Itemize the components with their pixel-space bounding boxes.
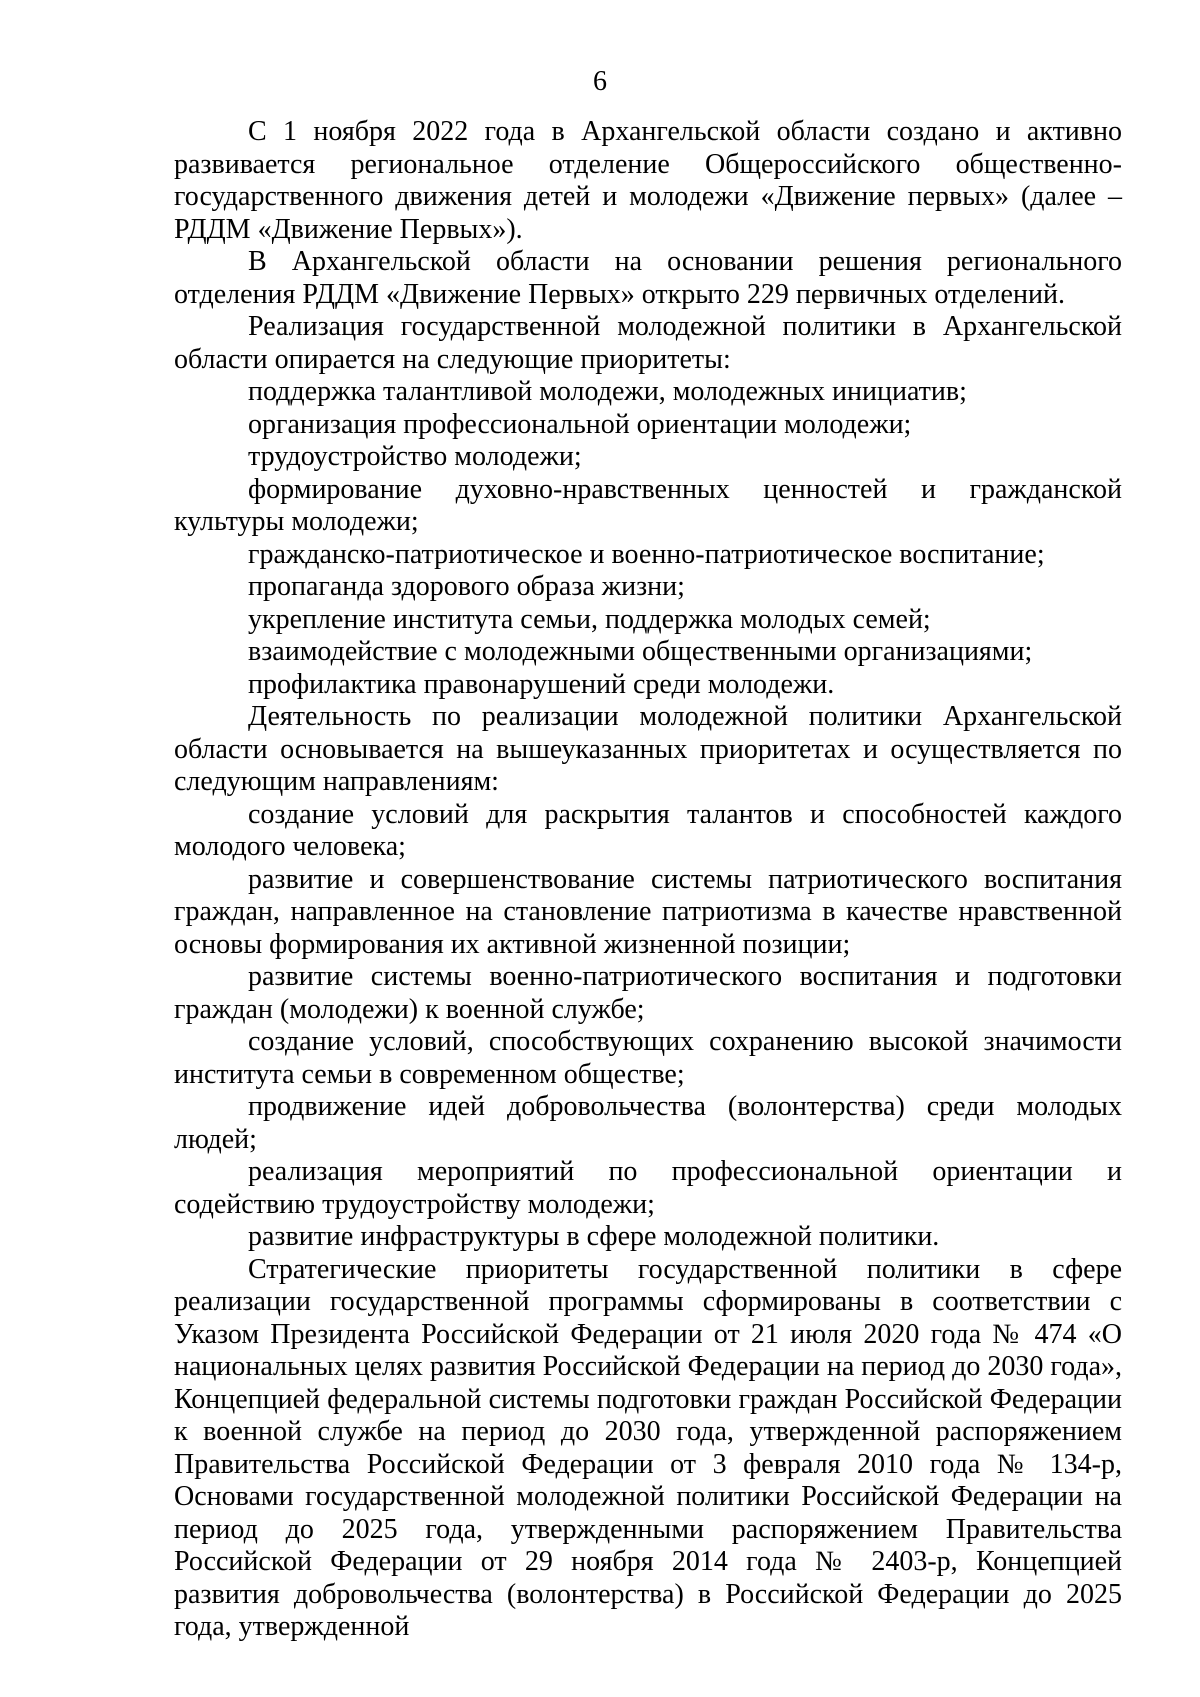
paragraph-strategic-priorities: Стратегические приоритеты государственной политики в сфере реализации государственной программы сформированы в соответствии с Указом Президента Российской Федерации от 21 июля 2020 года № 474 «О национальных целях развития Российской Федерации на период до 2030 года», Концепцией федеральной системы подготовки граждан Российской Федерации к военной службе на период до 2030 года, утвержденной распоряжением Правительства Российской Федерации от 3 февраля 2010 года № 134-р, Основами государственной молодежной политики Российской Федерации на период до 2025 года, утвержденными распоряжением Правительства Российской Федерации от 29 ноября 2014 года № 2403-р, Концепцией развития добровольчества (волонтерства) в Российской Федерации до 2025 года, утвержденной — [174, 1253, 1123, 1642]
document-body — [174, 116, 1122, 1644]
list-item: взаимодействие с молодежными общественными организациями; — [248, 636, 1033, 667]
list-item: гражданско-патриотическое и военно-патриотическое воспитание; — [248, 538, 1045, 570]
list-item: профилактика правонарушений среди молодежи. — [248, 668, 835, 700]
list-item: формирование духовно-нравственных ценностей и гражданской культуры молодежи; — [174, 473, 1122, 537]
list-item: реализация мероприятий по профессиональной ориентации и содействию трудоустройству молодежи; — [174, 1156, 1122, 1220]
list-item: развитие системы военно-патриотического воспитания и подготовки граждан (молодежи) к военной службе; — [174, 961, 1122, 1025]
paragraph-rddm-creation: С 1 ноября 2022 года в Архангельской области создано и активно развивается региональное отделение Общероссийского общественно-государственного движения детей и молодежи «Движение первых» (далее – РДДМ «Движение Первых»). — [174, 116, 1122, 245]
list-item: трудоустройство молодежи; — [248, 441, 582, 472]
page-number: 6 — [593, 66, 607, 97]
paragraph-directions-intro: Деятельность по реализации молодежной политики Архангельской области основывается на вышеуказанных приоритетах и осуществляется по следующим направлениям: — [174, 701, 1122, 797]
list-item: укрепление института семьи, поддержка молодых семей; — [248, 603, 931, 635]
list-item: продвижение идей добровольчества (волонтерства) среди молодых людей; — [174, 1091, 1122, 1155]
list-item: организация профессиональной ориентации молодежи; — [248, 408, 912, 440]
list-item: поддержка талантливой молодежи, молодежных инициатив; — [248, 376, 967, 407]
list-item: пропаганда здорового образа жизни; — [248, 571, 685, 602]
list-item: создание условий для раскрытия талантов и способностей каждого молодого человека; — [174, 798, 1122, 862]
list-item: создание условий, способствующих сохранению высокой значимости института семьи в современном обществе; — [174, 1026, 1122, 1090]
list-item: развитие и совершенствование системы патриотического воспитания граждан, направленное на становление патриотизма в качестве нравственной основы формирования их активной жизненной позиции; — [174, 863, 1122, 960]
paragraph-priorities-intro: Реализация государственной молодежной политики в Архангельской области опирается на следующие приоритеты: — [174, 311, 1122, 375]
paragraph-primary-branches: В Архангельской области на основании решения регионального отделения РДДМ «Движение Первых» открыто 229 первичных отделений. — [174, 246, 1122, 310]
list-item: развитие инфраструктуры в сфере молодежной политики. — [248, 1221, 940, 1252]
